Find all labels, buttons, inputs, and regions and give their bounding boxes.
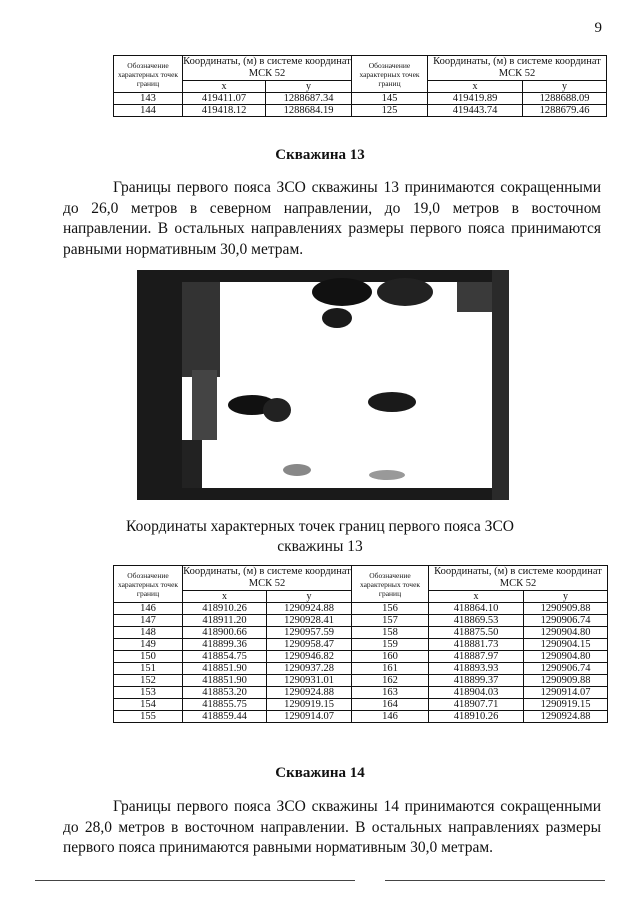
point-id-cell: 144 bbox=[114, 105, 183, 117]
point-id-cell: 156 bbox=[352, 603, 429, 615]
header-coordinates: Координаты, (м) в системе координат МСК 52 bbox=[428, 56, 607, 81]
header-coordinates: Координаты, (м) в системе координат МСК 52 bbox=[183, 56, 351, 79]
table-row bbox=[114, 105, 607, 117]
table-row bbox=[114, 603, 608, 615]
coord-y-cell: 1290931.01 bbox=[267, 675, 352, 687]
coord-x-cell: 418911.20 bbox=[183, 615, 267, 627]
point-id-cell: 164 bbox=[352, 699, 429, 711]
point-id-cell: 147 bbox=[114, 615, 183, 627]
aerial-photo bbox=[137, 270, 509, 500]
header-y: y bbox=[524, 591, 608, 603]
header-x: x bbox=[428, 81, 523, 93]
paragraph-section-13: Границы первого пояса ЗСО скважины 13 принимаются сокращенными до 26,0 метров в северном направлении, до 19,0 метров в восточном направлении. В остальных направлениях размеры первого пояса принимаются равными нормативным 30,0 метрам. bbox=[63, 179, 601, 258]
coord-x-cell: 418855.75 bbox=[183, 699, 267, 711]
coord-x-cell: 418851.90 bbox=[183, 663, 267, 675]
paragraph-section-14: Границы первого пояса ЗСО скважины 14 принимаются сокращенными до 28,0 метров в восточном направлении. В остальных направлениях размеры первого пояса принимаются равными нормативным 30,0 метрам. bbox=[63, 798, 601, 856]
point-id-cell: 158 bbox=[352, 627, 429, 639]
point-id-cell: 159 bbox=[352, 639, 429, 651]
coord-y-cell: 1290904.80 bbox=[524, 651, 608, 663]
point-id-cell: 125 bbox=[352, 105, 428, 117]
coord-x-cell: 419418.12 bbox=[183, 105, 266, 117]
coord-x-cell: 419443.74 bbox=[428, 105, 523, 117]
header-x: x bbox=[183, 591, 267, 603]
point-id-cell: 145 bbox=[352, 93, 428, 105]
coord-x-cell: 418853.20 bbox=[183, 687, 267, 699]
coord-x-cell: 418875.50 bbox=[429, 627, 524, 639]
table-row bbox=[114, 687, 608, 699]
coord-x-cell: 418904.03 bbox=[429, 687, 524, 699]
coord-y-cell: 1288687.34 bbox=[266, 93, 352, 105]
coord-y-cell: 1288688.09 bbox=[523, 93, 607, 105]
header-y: y bbox=[267, 591, 352, 603]
coord-y-cell: 1290928.41 bbox=[267, 615, 352, 627]
coord-y-cell: 1290924.88 bbox=[267, 603, 352, 615]
coord-x-cell: 418910.26 bbox=[429, 711, 524, 723]
table-row bbox=[114, 93, 607, 105]
table-row bbox=[114, 711, 608, 723]
point-id-cell: 148 bbox=[114, 627, 183, 639]
header-designation: Обозначение характерных точек границ bbox=[352, 566, 429, 603]
coord-y-cell: 1290924.88 bbox=[267, 687, 352, 699]
header-coordinates: Координаты, (м) в системе координат МСК 52 bbox=[183, 566, 351, 589]
point-id-cell: 157 bbox=[352, 615, 429, 627]
coord-y-cell: 1288679.46 bbox=[523, 105, 607, 117]
section-heading-13: Скважина 13 bbox=[275, 147, 365, 163]
coord-x-cell: 418859.44 bbox=[183, 711, 267, 723]
coord-y-cell: 1288684.19 bbox=[266, 105, 352, 117]
footer-rule bbox=[35, 880, 355, 881]
coord-y-cell: 1290906.74 bbox=[524, 663, 608, 675]
table-row bbox=[114, 699, 608, 711]
coord-y-cell: 1290906.74 bbox=[524, 615, 608, 627]
table-row bbox=[114, 639, 608, 651]
page-number: 9 bbox=[594, 20, 602, 36]
point-id-cell: 149 bbox=[114, 639, 183, 651]
coord-y-cell: 1290919.15 bbox=[267, 699, 352, 711]
coord-x-cell: 418899.37 bbox=[429, 675, 524, 687]
coord-y-cell: 1290904.15 bbox=[524, 639, 608, 651]
point-id-cell: 143 bbox=[114, 93, 183, 105]
point-id-cell: 152 bbox=[114, 675, 183, 687]
point-id-cell: 154 bbox=[114, 699, 183, 711]
point-id-cell: 146 bbox=[352, 711, 429, 723]
table-row bbox=[114, 615, 608, 627]
coord-x-cell: 418864.10 bbox=[429, 603, 524, 615]
coord-x-cell: 418907.71 bbox=[429, 699, 524, 711]
coord-y-cell: 1290909.88 bbox=[524, 603, 608, 615]
coord-y-cell: 1290957.59 bbox=[267, 627, 352, 639]
point-id-cell: 155 bbox=[114, 711, 183, 723]
point-id-cell: 161 bbox=[352, 663, 429, 675]
header-designation: Обозначение характерных точек границ bbox=[114, 56, 183, 93]
coord-x-cell: 418881.73 bbox=[429, 639, 524, 651]
header-designation: Обозначение характерных точек границ bbox=[352, 56, 428, 93]
header-coordinates: Координаты, (м) в системе координат МСК 52 bbox=[429, 566, 608, 591]
table-body bbox=[114, 93, 607, 117]
coord-x-cell: 418851.90 bbox=[183, 675, 267, 687]
coord-y-cell: 1290914.07 bbox=[524, 687, 608, 699]
table-row bbox=[114, 663, 608, 675]
point-id-cell: 151 bbox=[114, 663, 183, 675]
point-id-cell: 146 bbox=[114, 603, 183, 615]
coord-y-cell: 1290924.88 bbox=[524, 711, 608, 723]
point-id-cell: 163 bbox=[352, 687, 429, 699]
point-id-cell: 162 bbox=[352, 675, 429, 687]
header-designation: Обозначение характерных точек границ bbox=[114, 566, 183, 603]
coord-y-cell: 1290914.07 bbox=[267, 711, 352, 723]
coordinates-table-continued bbox=[113, 55, 607, 117]
section-heading-14: Скважина 14 bbox=[275, 765, 365, 781]
coord-x-cell: 418869.53 bbox=[429, 615, 524, 627]
coord-y-cell: 1290937.28 bbox=[267, 663, 352, 675]
footer-rule bbox=[385, 880, 605, 881]
header-x: x bbox=[183, 81, 266, 93]
coordinates-table-13 bbox=[113, 565, 608, 723]
coord-x-cell: 418887.97 bbox=[429, 651, 524, 663]
header-x: x bbox=[429, 591, 524, 603]
point-id-cell: 150 bbox=[114, 651, 183, 663]
table-row bbox=[114, 627, 608, 639]
coord-y-cell: 1290958.47 bbox=[267, 639, 352, 651]
header-y: y bbox=[266, 81, 352, 93]
coord-x-cell: 418893.93 bbox=[429, 663, 524, 675]
coord-x-cell: 419411.07 bbox=[183, 93, 266, 105]
table-body bbox=[114, 603, 608, 723]
table-row bbox=[114, 651, 608, 663]
point-id-cell: 160 bbox=[352, 651, 429, 663]
table-row bbox=[114, 675, 608, 687]
table-caption: Координаты характерных точек границ первого пояса ЗСО скважины 13 bbox=[126, 518, 514, 555]
coord-y-cell: 1290946.82 bbox=[267, 651, 352, 663]
coord-x-cell: 418899.36 bbox=[183, 639, 267, 651]
coord-y-cell: 1290919.15 bbox=[524, 699, 608, 711]
coord-x-cell: 418910.26 bbox=[183, 603, 267, 615]
header-y: y bbox=[523, 81, 607, 93]
coord-x-cell: 418854.75 bbox=[183, 651, 267, 663]
point-id-cell: 153 bbox=[114, 687, 183, 699]
coord-y-cell: 1290904.80 bbox=[524, 627, 608, 639]
coord-x-cell: 419419.89 bbox=[428, 93, 523, 105]
coord-x-cell: 418900.66 bbox=[183, 627, 267, 639]
coord-y-cell: 1290909.88 bbox=[524, 675, 608, 687]
